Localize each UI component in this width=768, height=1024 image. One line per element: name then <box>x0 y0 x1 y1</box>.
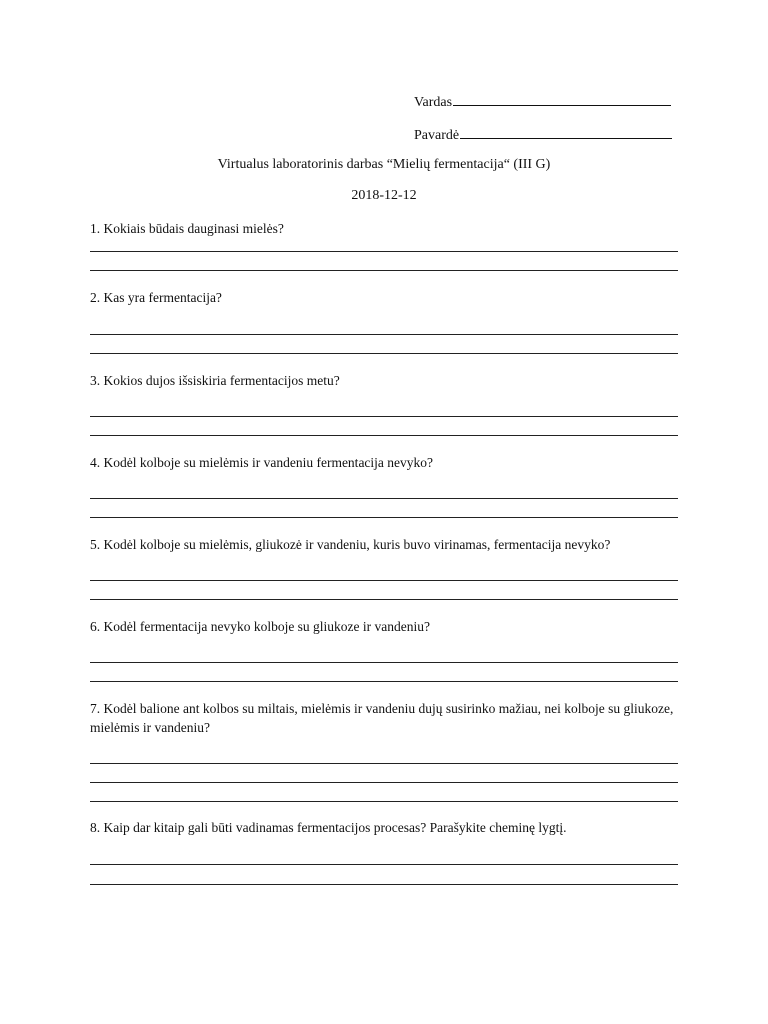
question-1: 1. Kokiais būdais dauginasi mielės? <box>90 221 284 236</box>
surname-input-line[interactable] <box>460 124 672 139</box>
question-6: 6. Kodėl fermentacija nevyko kolboje su gliukoze ir vandeniu? <box>90 619 431 634</box>
answer-line[interactable] <box>90 599 678 600</box>
answer-line[interactable] <box>90 662 678 663</box>
answer-line[interactable] <box>90 498 678 499</box>
worksheet-date: 2018-12-12 <box>351 188 417 203</box>
answer-line[interactable] <box>90 681 678 682</box>
answer-line[interactable] <box>90 782 678 783</box>
name-label: Vardas <box>414 95 453 110</box>
name-input-line[interactable] <box>453 91 671 106</box>
answer-line[interactable] <box>90 884 678 885</box>
question-2: 2. Kas yra fermentacija? <box>90 290 222 305</box>
answer-line[interactable] <box>90 580 678 581</box>
question-5: 5. Kodėl kolboje su mielėmis, gliukozė ir vandeniu, kuris buvo virinamas, fermentacija nevyko? <box>90 537 611 552</box>
surname-field-row <box>414 124 672 144</box>
question-7: 7. Kodėl balione ant kolbos su miltais, mielėmis ir vandeniu dujų susirinko mažiau, nei kolboje su gliukoze, mielėmis ir vandeniu? <box>90 701 674 735</box>
question-4: 4. Kodėl kolboje su mielėmis ir vandeniu fermentacija nevyko? <box>90 455 434 470</box>
surname-label: Pavardė <box>414 128 460 143</box>
name-field-row <box>414 91 671 111</box>
answer-line[interactable] <box>90 416 678 417</box>
answer-line[interactable] <box>90 251 678 252</box>
question-8: 8. Kaip dar kitaip gali būti vadinamas fermentacijos procesas? Parašykite cheminę lygtį. <box>90 820 567 835</box>
answer-line[interactable] <box>90 763 678 764</box>
answer-line[interactable] <box>90 801 678 802</box>
answer-line[interactable] <box>90 334 678 335</box>
answer-line[interactable] <box>90 270 678 271</box>
question-3: 3. Kokios dujos išsiskiria fermentacijos metu? <box>90 373 340 388</box>
answer-line[interactable] <box>90 517 678 518</box>
answer-line[interactable] <box>90 864 678 865</box>
worksheet-title: Virtualus laboratorinis darbas “Mielių fermentacija“ (III G) <box>217 157 551 172</box>
answer-line[interactable] <box>90 353 678 354</box>
answer-line[interactable] <box>90 435 678 436</box>
